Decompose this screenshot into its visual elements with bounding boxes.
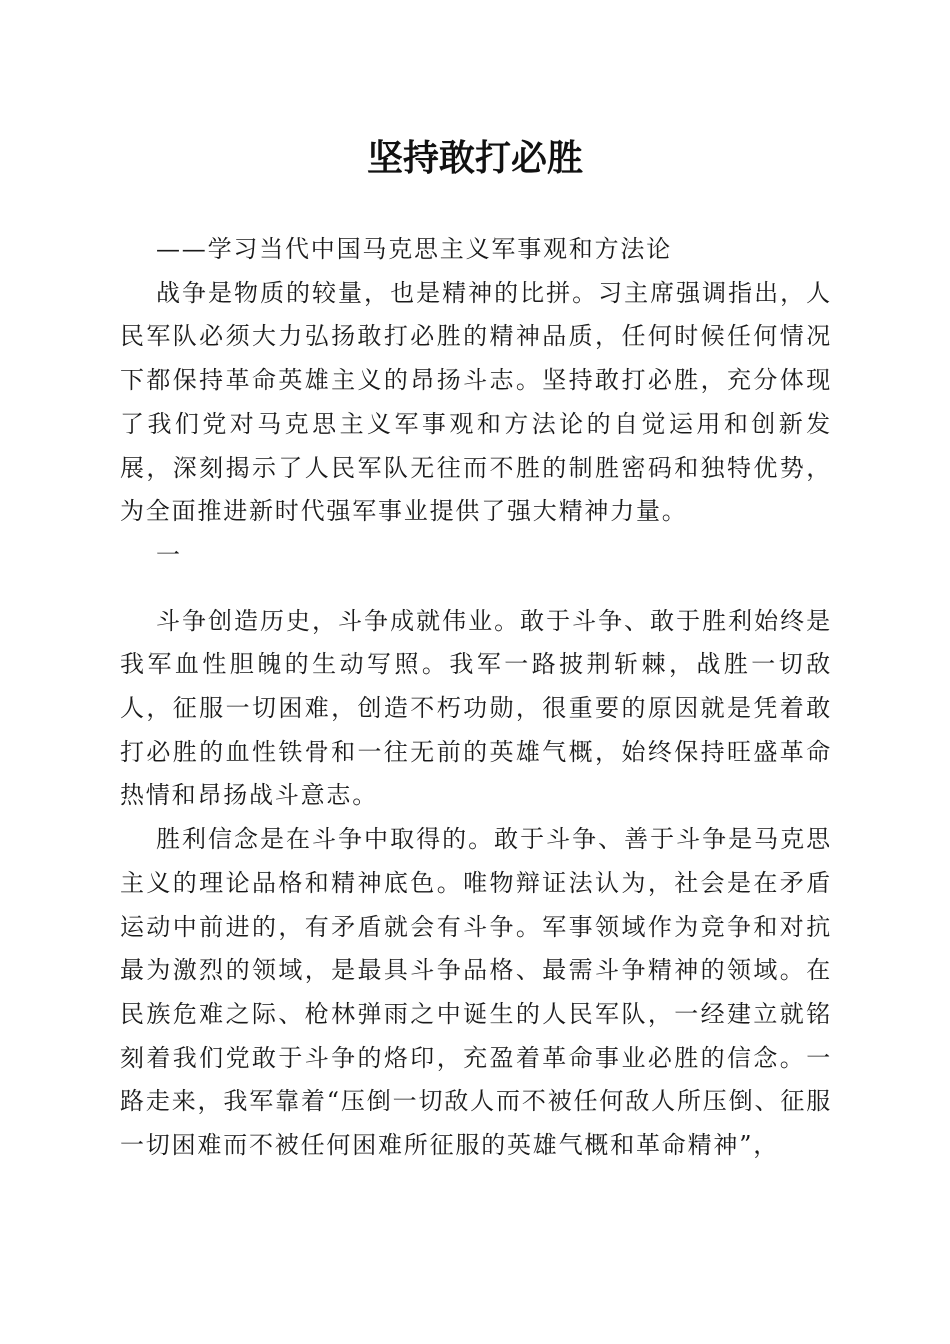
intro-paragraph: 战争是物质的较量，也是精神的比拼。习主席强调指出，人民军队必须大力弘扬敢打必胜的精神品质，任何时候任何情况下都保持革命英雄主义的昂扬斗志。坚持敢打必胜，充分体现了我们党对马克思主义军事观和方法论的自觉运用和创新发展，深刻揭示了人民军队无往而不胜的制胜密码和独特优势，为全面推进新时代强军事业提供了强大精神力量。 (120, 278, 832, 526)
section-paragraph-2: 胜利信念是在斗争中取得的。敢于斗争、善于斗争是马克思主义的理论品格和精神底色。唯物辩证法认为，社会是在矛盾运动中前进的，有矛盾就会有斗争。军事领域作为竞争和对抗最为激烈的领域，是最具斗争品格、最需斗争精神的领域。在民族危难之际、枪林弹雨之中诞生的人民军队，一经建立就铭刻着我们党敢于斗争的烙印，充盈着革命事业必胜的信念。一路走来，我军靠着“压倒一切敌人而不被任何敌人所压倒、征服一切困难而不被任何困难所征服的英雄气概和革命精神”， (120, 825, 832, 1160)
document-subtitle: ——学习当代中国马克思主义军事观和方法论 (156, 235, 672, 263)
document-title: 坚持敢打必胜 (366, 137, 583, 179)
section-number: 一 (156, 540, 182, 569)
section-paragraph-1: 斗争创造历史，斗争成就伟业。敢于斗争、敢于胜利始终是我军血性胆魄的生动写照。我军一路披荆斩棘，战胜一切敌人，征服一切困难，创造不朽功勋，很重要的原因就是凭着敢打必胜的血性铁骨和一往无前的英雄气概，始终保持旺盛革命热情和昂扬战斗意志。 (120, 606, 832, 810)
document-body (120, 228, 832, 1168)
